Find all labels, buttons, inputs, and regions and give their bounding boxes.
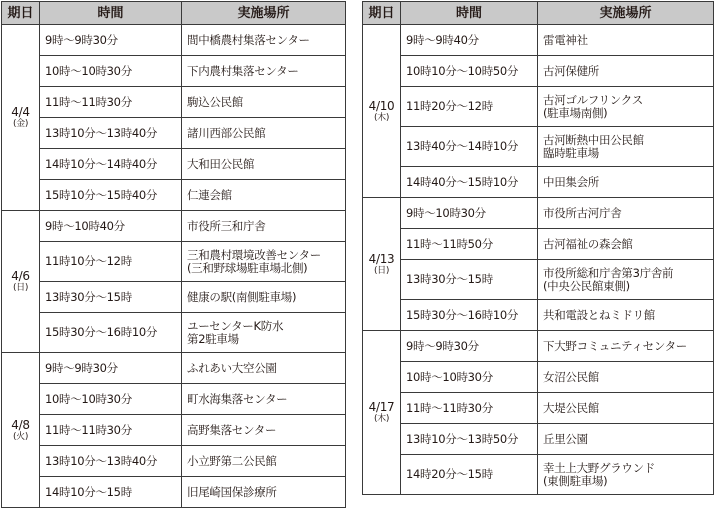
place-cell (182, 118, 346, 149)
place-line: 古河福祉の森会館 (543, 236, 633, 251)
place-cell (538, 25, 714, 56)
place-cell (182, 242, 346, 282)
time-cell: 9時〜9時30分 (401, 331, 538, 362)
table-row (363, 56, 714, 87)
table-row (363, 362, 714, 393)
place-line: 幸土上大野グラウンド (543, 460, 655, 475)
date-label: 4/10 (368, 98, 395, 113)
time-cell: 9時〜9時40分 (401, 25, 538, 56)
place-line: 古河ゴルフリンクス (543, 92, 643, 107)
place-line: 中田集会所 (543, 174, 599, 189)
place-cell (538, 260, 714, 300)
place-cell (538, 393, 714, 424)
header-time: 時間 (401, 2, 538, 25)
weekday-label: (木) (373, 414, 390, 424)
place-cell (182, 149, 346, 180)
time-cell: 13時10分〜13時50分 (401, 424, 538, 455)
time-cell: 9時〜9時30分 (40, 25, 182, 56)
place-line: 下内農村集落センター (187, 63, 299, 78)
date-label: 4/4 (11, 105, 30, 119)
weekday-label: (木) (373, 112, 390, 123)
time-cell: 15時10分〜15時40分 (40, 180, 182, 211)
time-cell: 14時10分〜15時 (40, 477, 182, 508)
table-row (363, 424, 714, 455)
place-cell (182, 353, 346, 384)
time-cell: 9時〜9時30分 (40, 353, 182, 384)
table-row (363, 167, 714, 198)
table-row (363, 300, 714, 331)
place-cell (538, 56, 714, 87)
place-line: (中央公民館東側) (543, 278, 630, 293)
place-line: 古河断熱中田公民館 (543, 132, 644, 147)
place-line: 旧尾崎国保診療所 (187, 484, 277, 499)
place-cell (538, 198, 714, 229)
table-row (2, 446, 346, 477)
table-row (2, 25, 346, 56)
place-cell (182, 282, 346, 313)
weekday-label: (金) (12, 119, 29, 129)
date-cell (363, 25, 401, 198)
table-row (363, 260, 714, 300)
table-row (2, 353, 346, 384)
place-cell (538, 127, 714, 167)
date-label: 4/6 (11, 269, 30, 283)
time-cell: 9時〜10時40分 (40, 211, 182, 242)
place-line: (東側駐車場) (543, 473, 608, 488)
time-cell: 9時〜10時30分 (401, 198, 538, 229)
header-date: 期日 (2, 2, 40, 25)
time-cell: 14時40分〜15時10分 (401, 167, 538, 198)
time-cell: 11時〜11時30分 (40, 87, 182, 118)
place-line: 小立野第二公民館 (187, 453, 277, 468)
weekday-label: (火) (12, 431, 29, 442)
time-cell: 10時〜10時30分 (401, 362, 538, 393)
place-line: 三和農村環境改善センター (187, 247, 321, 262)
place-cell (538, 424, 714, 455)
place-line: 大和田公民館 (187, 156, 255, 171)
place-line: 第2駐車場 (187, 331, 239, 346)
header-date: 期日 (363, 2, 401, 25)
table-row (2, 56, 346, 87)
time-cell: 13時10分〜13時40分 (40, 118, 182, 149)
table-row (2, 211, 346, 242)
time-cell: 15時30分〜16時10分 (401, 300, 538, 331)
place-cell (182, 180, 346, 211)
table-row (2, 118, 346, 149)
table-row (363, 229, 714, 260)
place-line: ふれあい大空公園 (187, 360, 277, 375)
table-row (2, 384, 346, 415)
place-line: 共和電設とねミドリ館 (543, 307, 655, 322)
place-line: 下大野コミュニティセンター (543, 338, 687, 353)
date-cell (2, 211, 40, 353)
place-cell (538, 331, 714, 362)
time-cell: 11時〜11時50分 (401, 229, 538, 260)
place-line: 諸川西部公民館 (187, 125, 266, 140)
table-row (2, 313, 346, 353)
table-row (2, 477, 346, 508)
table-row (2, 242, 346, 282)
place-cell (538, 87, 714, 127)
place-line: 健康の駅(南側駐車場) (187, 289, 297, 304)
place-cell (182, 415, 346, 446)
place-cell (538, 300, 714, 331)
place-cell (182, 87, 346, 118)
time-cell: 11時〜11時30分 (401, 393, 538, 424)
table-row (363, 198, 714, 229)
weekday-label: (日) (373, 265, 390, 276)
place-cell (182, 25, 346, 56)
date-label: 4/17 (368, 400, 395, 414)
header-row (363, 2, 714, 25)
place-cell (182, 211, 346, 242)
place-cell (538, 455, 714, 495)
table-row (2, 282, 346, 313)
place-line: (三和野球場駐車場北側) (187, 260, 308, 275)
place-cell (538, 167, 714, 198)
table-row (2, 149, 346, 180)
table-row (363, 25, 714, 56)
time-cell: 14時20分〜15時 (401, 455, 538, 495)
table-row (363, 331, 714, 362)
place-cell (538, 229, 714, 260)
table-row (2, 180, 346, 211)
header-row (2, 2, 346, 25)
time-cell: 13時10分〜13時40分 (40, 446, 182, 477)
time-cell: 10時10分〜10時50分 (401, 56, 538, 87)
header-place: 実施場所 (182, 2, 346, 25)
schedule-table-right (362, 1, 714, 495)
place-line: 丘里公園 (543, 431, 588, 446)
date-cell (2, 25, 40, 211)
date-cell (363, 198, 401, 331)
place-line: 駒込公民館 (187, 94, 243, 109)
place-line: 臨時駐車場 (543, 145, 599, 160)
date-cell (363, 331, 401, 495)
header-place: 実施場所 (538, 2, 714, 25)
time-cell: 11時20分〜12時 (401, 87, 538, 127)
place-line: 市役所古河庁舎 (543, 205, 622, 220)
place-line: 古河保健所 (543, 63, 599, 78)
time-cell: 10時〜10時30分 (40, 56, 182, 87)
place-line: 間中橋農村集落センター (187, 32, 310, 47)
place-cell (182, 384, 346, 415)
date-label: 4/8 (11, 417, 30, 432)
table-row (363, 87, 714, 127)
place-cell (182, 446, 346, 477)
place-line: 町水海集落センター (187, 391, 288, 406)
header-time: 時間 (40, 2, 182, 25)
place-line: 女沼公民館 (543, 369, 599, 384)
time-cell: 13時30分〜15時 (401, 260, 538, 300)
date-cell (2, 353, 40, 508)
table-row (2, 415, 346, 446)
place-cell (182, 477, 346, 508)
table-row (363, 455, 714, 495)
time-cell: 13時30分〜15時 (40, 282, 182, 313)
weekday-label: (日) (12, 283, 29, 293)
place-line: 雷電神社 (543, 32, 588, 47)
date-label: 4/13 (368, 251, 395, 266)
place-line: (駐車場南側) (543, 105, 608, 120)
table-row (363, 127, 714, 167)
place-cell (182, 313, 346, 353)
place-line: 大堤公民館 (543, 400, 599, 415)
time-cell: 10時〜10時30分 (40, 384, 182, 415)
place-line: ユーセンターK防水 (187, 318, 284, 333)
table-row (363, 393, 714, 424)
time-cell: 11時〜11時30分 (40, 415, 182, 446)
table-row (2, 87, 346, 118)
place-cell (182, 56, 346, 87)
place-line: 市役所三和庁舎 (187, 218, 266, 233)
place-line: 高野集落センター (187, 422, 277, 437)
place-line: 市役所総和庁舎第3庁舎前 (543, 265, 674, 280)
time-cell: 11時10分〜12時 (40, 242, 182, 282)
time-cell: 14時10分〜14時40分 (40, 149, 182, 180)
time-cell: 13時40分〜14時10分 (401, 127, 538, 167)
place-line: 仁連会館 (187, 187, 232, 202)
time-cell: 15時30分〜16時10分 (40, 313, 182, 353)
schedule-table-left (1, 1, 346, 508)
place-cell (538, 362, 714, 393)
